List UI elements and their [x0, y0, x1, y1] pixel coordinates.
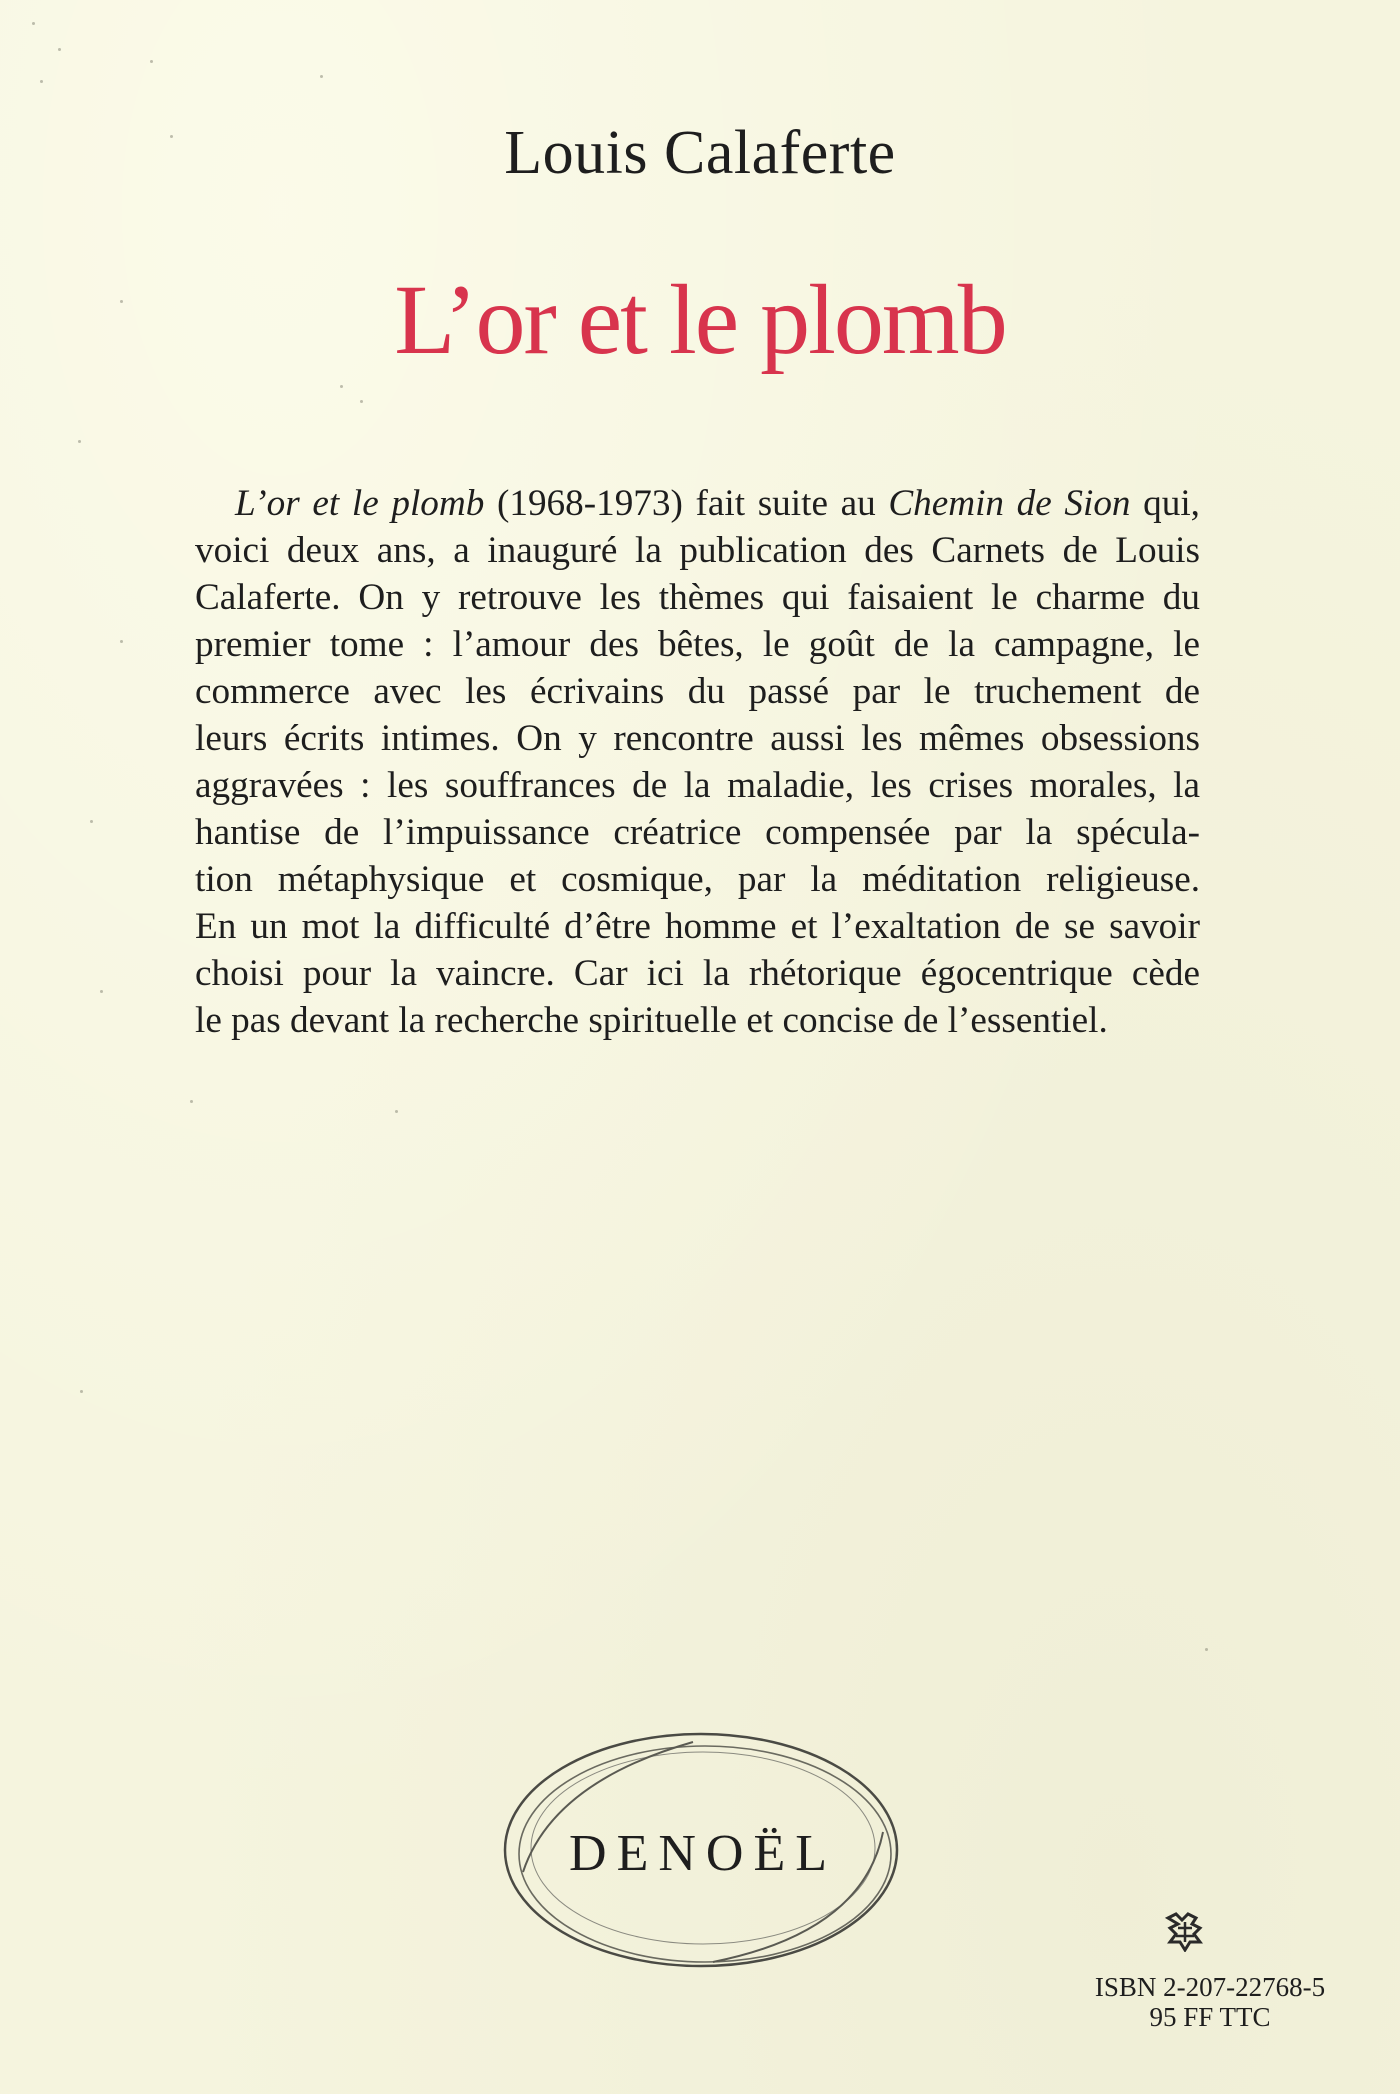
blurb-line	[195, 527, 1200, 574]
blurb-text-segment: tion métaphysique et cosmique, par la méditation religieuse.	[195, 859, 1200, 900]
blurb-text-segment: Calaferte. On y retrouve les thèmes qui faisaient le charme du	[195, 577, 1200, 618]
blurb-line	[195, 997, 1200, 1044]
blurb-line	[195, 856, 1200, 903]
blurb-text-segment: hantise de l’impuissance créatrice compensée par la spécula-	[195, 812, 1200, 853]
blurb-line	[195, 950, 1200, 997]
blurb-text-segment: leurs écrits intimes. On y rencontre aussi les mêmes obsessions	[195, 718, 1200, 759]
blurb-line	[195, 715, 1200, 762]
publisher-name: DENOËL	[569, 1825, 837, 1882]
author-name: Louis Calaferte	[504, 119, 896, 187]
blurb-text-segment: voici deux ans, a inauguré la publication des Carnets de Louis	[195, 530, 1200, 571]
blurb-line	[195, 574, 1200, 621]
book-title: L’or et le plomb	[394, 264, 1006, 375]
blurb-text	[195, 480, 1200, 1044]
blurb-text-segment: (1968-1973) fait suite au	[484, 483, 889, 524]
price-label: 95 FF TTC	[1149, 2002, 1271, 2032]
isbn-block	[1080, 1972, 1340, 2032]
blurb-text-segment: En un mot la difficulté d’être homme et l’exaltation de se savoir	[195, 906, 1200, 947]
blurb-text-segment: qui,	[1130, 483, 1200, 524]
blurb-line	[195, 480, 1200, 527]
blurb-line	[195, 903, 1200, 950]
blurb-line	[195, 621, 1200, 668]
blurb-text-segment: premier tome : l’amour des bêtes, le goût de la campagne, le	[195, 624, 1200, 665]
blurb-italic-text: Chemin de Sion	[888, 483, 1131, 524]
blurb-text-segment: le pas devant la recherche spirituelle et concise de l’essentiel.	[195, 1000, 1108, 1041]
publisher-logo	[493, 1722, 913, 1982]
blurb-text-segment: choisi pour la vaincre. Car ici la rhétorique égocentrique cède	[195, 953, 1200, 994]
blurb-text-segment: aggravées : les souffrances de la maladie, les crises morales, la	[195, 765, 1200, 806]
blurb-line	[195, 809, 1200, 856]
blurb-text-segment: commerce avec les écrivains du passé par le truchement de	[195, 671, 1200, 712]
blurb-line	[195, 668, 1200, 715]
blurb-line	[195, 762, 1200, 809]
isbn-number: ISBN 2-207-22768-5	[1094, 1972, 1326, 2002]
blurb-italic-text: L’or et le plomb	[235, 483, 485, 524]
publisher-emblem-icon	[1162, 1912, 1208, 1952]
